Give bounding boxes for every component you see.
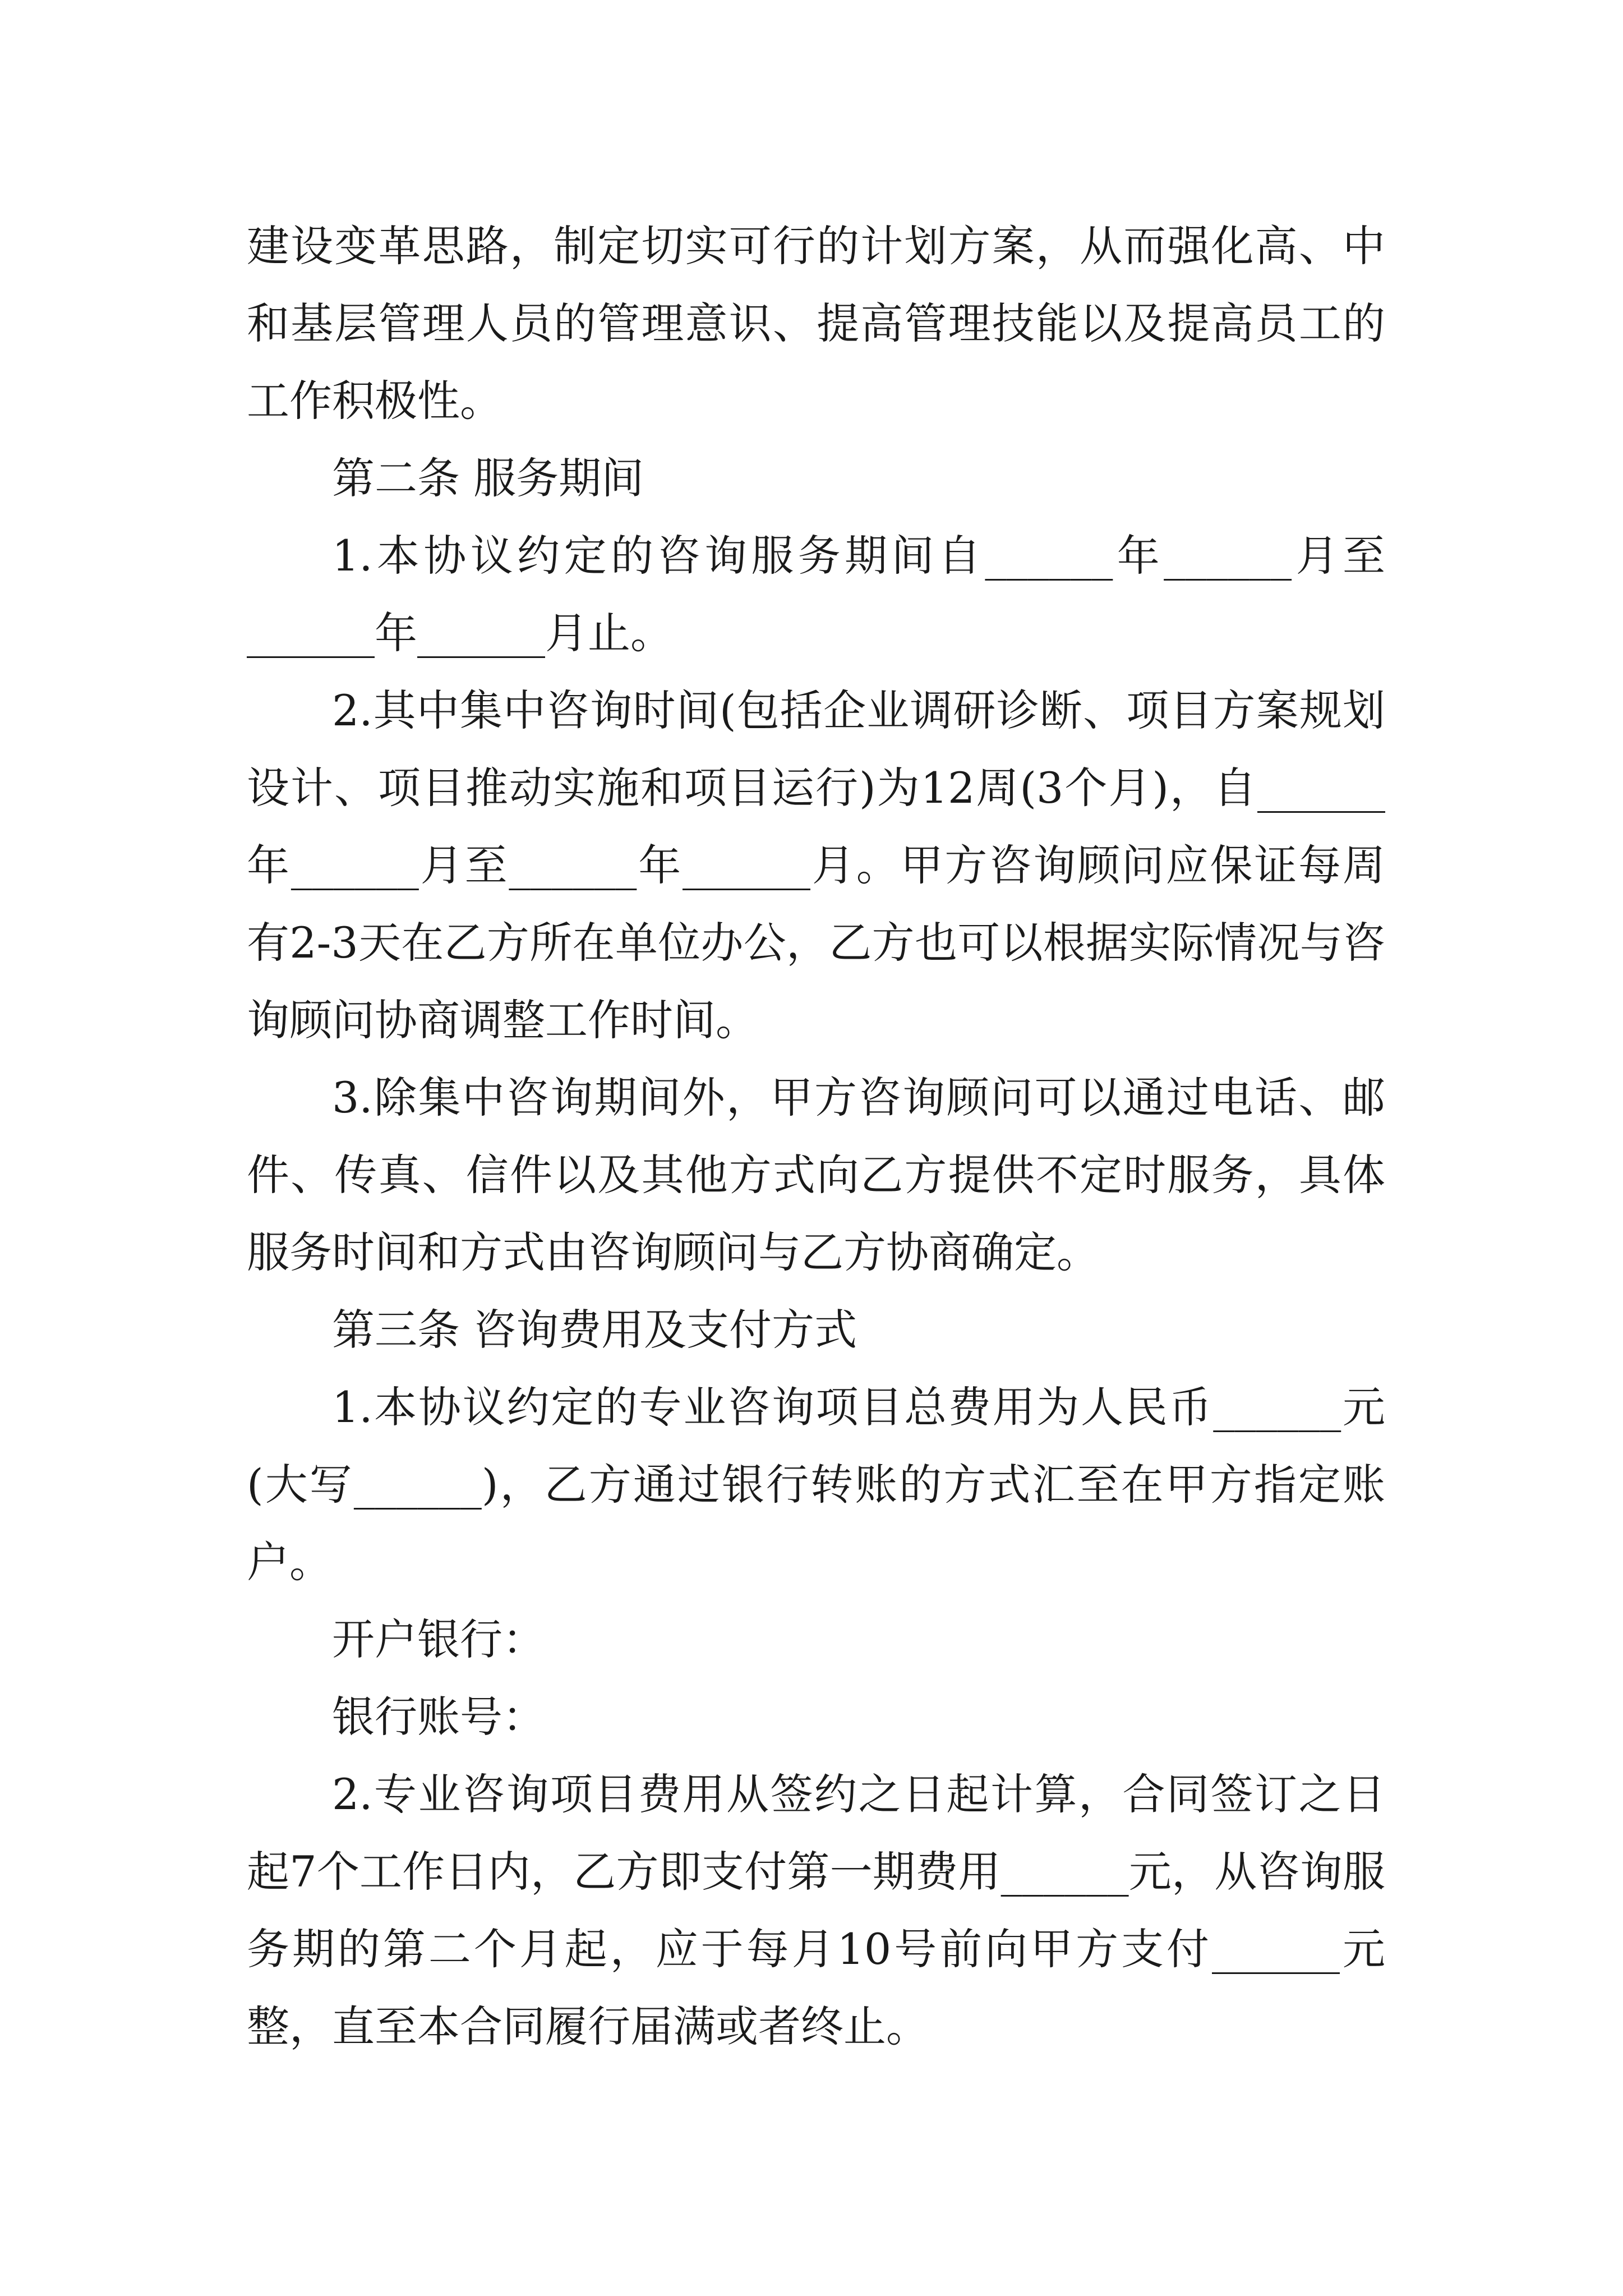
clause-paragraph: 2.专业咨询项目费用从签约之日起计算，合同签订之日起7个工作日内，乙方即支付第一期费用______元，从咨询服务期的第二个月起，应于每月10号前向甲方支付______元整，直至本合同履行届满或者终止。	[247, 1769, 1385, 2051]
clause-paragraph: 1.本协议约定的专业咨询项目总费用为人民币______元(大写______)，乙方通过银行转账的方式汇至在甲方指定账户。	[247, 1382, 1385, 1587]
clause-paragraph: 1.本协议约定的咨询服务期间自______年______月至______年______月止。	[247, 531, 1385, 658]
bank-name-line: 开户银行：	[332, 1614, 545, 1664]
section-heading-fees-payment: 第三条 咨询费用及支付方式	[332, 1305, 857, 1355]
document-page	[247, 208, 1385, 2065]
clause-paragraph: 2.其中集中咨询时间(包括企业调研诊断、项目方案规划设计、项目推动实施和项目运行)为12周(3个月)，自______年______月至______年______月。甲方咨询顾问应保证每周有2-3天在乙方所在单位办公，乙方也可以根据实际情况与咨询顾问协商调整工作时间。	[247, 685, 1385, 1045]
bank-account-line: 银行账号：	[332, 1692, 545, 1742]
body-paragraph: 建设变革思路，制定切实可行的计划方案，从而强化高、中和基层管理人员的管理意识、提高管理技能以及提高员工的工作积极性。	[247, 221, 1385, 426]
section-heading-service-period: 第二条 服务期间	[332, 453, 644, 503]
clause-paragraph: 3.除集中咨询期间外，甲方咨询顾问可以通过电话、邮件、传真、信件以及其他方式向乙方提供不定时服务，具体服务时间和方式由咨询顾问与乙方协商确定。	[247, 1073, 1385, 1277]
